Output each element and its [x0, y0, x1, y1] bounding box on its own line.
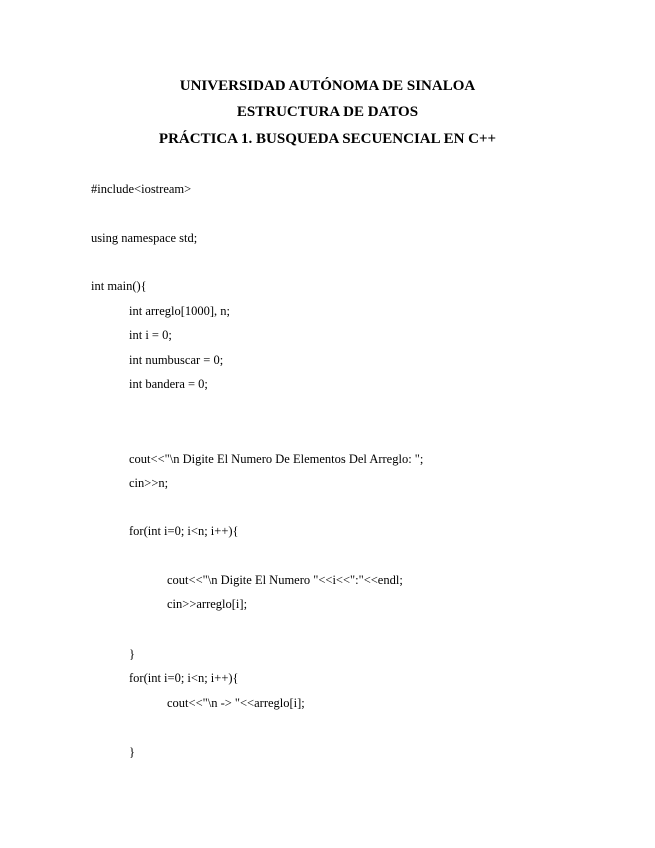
practice-title: PRÁCTICA 1. BUSQUEDA SECUENCIAL EN C++ — [158, 131, 497, 147]
code-line: } — [129, 647, 135, 661]
code-line: for(int i=0; i<n; i++){ — [129, 671, 239, 685]
course-title: ESTRUCTURA DE DATOS — [236, 104, 419, 120]
code-line: int i = 0; — [129, 328, 172, 342]
code-line: for(int i=0; i<n; i++){ — [129, 524, 239, 538]
code-line: cout<<"\n Digite El Numero De Elementos Del Arreglo: "; — [129, 452, 424, 466]
code-line: cout<<"\n Digite El Numero "<<i<<":"<<endl; — [167, 573, 403, 587]
code-line: cout<<"\n -> "<<arreglo[i]; — [167, 696, 305, 710]
code-line: int bandera = 0; — [129, 377, 208, 391]
code-line: cin>>n; — [129, 476, 169, 490]
code-line: #include<iostream> — [91, 182, 192, 196]
code-line: using namespace std; — [91, 231, 198, 245]
code-line: int arreglo[1000], n; — [129, 304, 231, 318]
code-line: int main(){ — [91, 279, 147, 293]
code-line: } — [129, 745, 135, 759]
code-line: cin>>arreglo[i]; — [167, 597, 248, 611]
university-title: UNIVERSIDAD AUTÓNOMA DE SINALOA — [179, 78, 476, 94]
code-line: int numbuscar = 0; — [129, 353, 224, 367]
